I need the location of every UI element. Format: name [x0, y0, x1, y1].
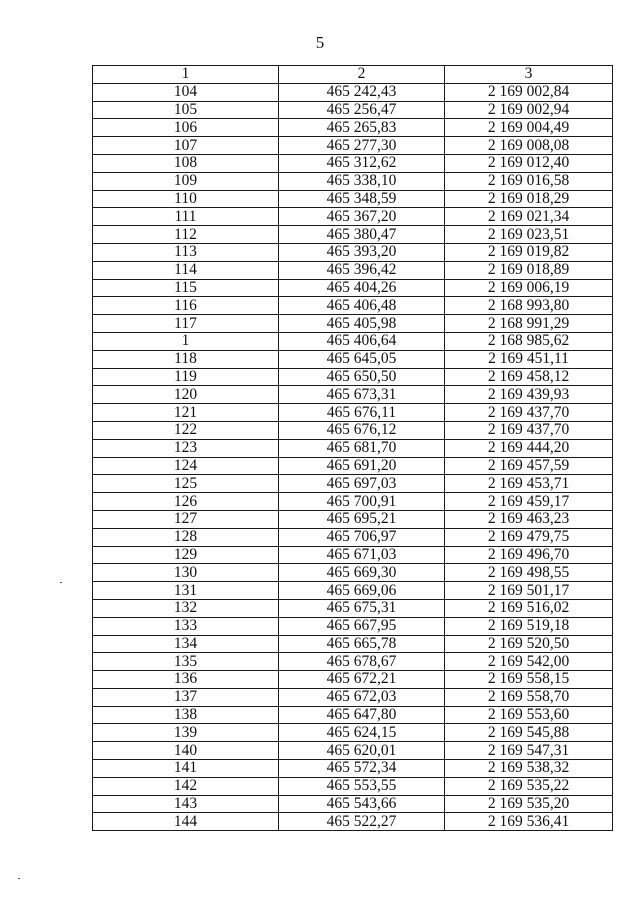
table-row: [93, 777, 613, 795]
y-coordinate-cell: 2 169 451,11: [445, 350, 613, 368]
table-row: [93, 137, 613, 155]
point-number-cell: 118: [93, 350, 279, 368]
table-row: [93, 617, 613, 635]
x-coordinate-cell: 465 543,66: [279, 795, 445, 813]
y-coordinate-cell: 2 169 535,20: [445, 795, 613, 813]
x-coordinate-cell: 465 700,91: [279, 493, 445, 511]
x-coordinate-cell: 465 393,20: [279, 243, 445, 261]
y-coordinate-cell: 2 169 496,70: [445, 546, 613, 564]
x-coordinate-cell: 465 572,34: [279, 760, 445, 778]
y-coordinate-cell: 2 169 453,71: [445, 475, 613, 493]
point-number-cell: 121: [93, 404, 279, 422]
x-coordinate-cell: 465 669,30: [279, 564, 445, 582]
point-number-cell: 144: [93, 813, 279, 831]
table-row: [93, 457, 613, 475]
x-coordinate-cell: 465 348,59: [279, 190, 445, 208]
x-coordinate-cell: 465 650,50: [279, 368, 445, 386]
point-number-cell: 122: [93, 421, 279, 439]
point-number-cell: 115: [93, 279, 279, 297]
point-number-cell: 142: [93, 777, 279, 795]
table-row: [93, 688, 613, 706]
page-number: 5: [315, 33, 325, 52]
x-coordinate-cell: 465 312,62: [279, 154, 445, 172]
point-number-cell: 104: [93, 83, 279, 101]
y-coordinate-cell: 2 169 021,34: [445, 208, 613, 226]
table-row: [93, 315, 613, 333]
x-coordinate-cell: 465 706,97: [279, 528, 445, 546]
table-row: [93, 653, 613, 671]
table-row: [93, 635, 613, 653]
x-coordinate-cell: 465 645,05: [279, 350, 445, 368]
column-header-2: 2: [279, 66, 445, 84]
scan-speck: [60, 582, 62, 583]
y-coordinate-cell: 2 169 439,93: [445, 386, 613, 404]
point-number-cell: 141: [93, 760, 279, 778]
table-row: [93, 582, 613, 600]
point-number-cell: 133: [93, 617, 279, 635]
y-coordinate-cell: 2 169 516,02: [445, 599, 613, 617]
point-number-cell: 132: [93, 599, 279, 617]
y-coordinate-cell: 2 169 498,55: [445, 564, 613, 582]
y-coordinate-cell: 2 169 004,49: [445, 119, 613, 137]
point-number-cell: 139: [93, 724, 279, 742]
table-row: [93, 154, 613, 172]
x-coordinate-cell: 465 265,83: [279, 119, 445, 137]
x-coordinate-cell: 465 647,80: [279, 706, 445, 724]
y-coordinate-cell: 2 169 535,22: [445, 777, 613, 795]
point-number-cell: 106: [93, 119, 279, 137]
point-number-cell: 140: [93, 742, 279, 760]
point-number-cell: 143: [93, 795, 279, 813]
table-row: [93, 546, 613, 564]
y-coordinate-cell: 2 169 459,17: [445, 493, 613, 511]
x-coordinate-cell: 465 669,06: [279, 582, 445, 600]
x-coordinate-cell: 465 676,12: [279, 421, 445, 439]
column-header-3: 3: [445, 66, 613, 84]
point-number-cell: 110: [93, 190, 279, 208]
point-number-cell: 129: [93, 546, 279, 564]
point-number-cell: 134: [93, 635, 279, 653]
table-row: [93, 421, 613, 439]
y-coordinate-cell: 2 169 538,32: [445, 760, 613, 778]
point-number-cell: 119: [93, 368, 279, 386]
point-number-cell: 135: [93, 653, 279, 671]
y-coordinate-cell: 2 169 016,58: [445, 172, 613, 190]
table-row: [93, 813, 613, 831]
point-number-cell: 114: [93, 261, 279, 279]
point-number-cell: 136: [93, 671, 279, 689]
table-row: [93, 261, 613, 279]
point-number-cell: 137: [93, 688, 279, 706]
point-number-cell: 105: [93, 101, 279, 119]
x-coordinate-cell: 465 673,31: [279, 386, 445, 404]
table-row: [93, 297, 613, 315]
point-number-cell: 120: [93, 386, 279, 404]
y-coordinate-cell: 2 169 444,20: [445, 439, 613, 457]
y-coordinate-cell: 2 169 012,40: [445, 154, 613, 172]
y-coordinate-cell: 2 169 437,70: [445, 404, 613, 422]
column-header-1: 1: [93, 66, 279, 84]
table-row: [93, 493, 613, 511]
x-coordinate-cell: 465 620,01: [279, 742, 445, 760]
x-coordinate-cell: 465 242,43: [279, 83, 445, 101]
x-coordinate-cell: 465 681,70: [279, 439, 445, 457]
table-row: [93, 226, 613, 244]
point-number-cell: 109: [93, 172, 279, 190]
table-row: [93, 332, 613, 350]
table-row: [93, 599, 613, 617]
table-row: [93, 564, 613, 582]
x-coordinate-cell: 465 380,47: [279, 226, 445, 244]
table-row: [93, 172, 613, 190]
table-row: [93, 724, 613, 742]
y-coordinate-cell: 2 169 558,70: [445, 688, 613, 706]
x-coordinate-cell: 465 678,67: [279, 653, 445, 671]
point-number-cell: 131: [93, 582, 279, 600]
point-number-cell: 107: [93, 137, 279, 155]
y-coordinate-cell: 2 169 002,94: [445, 101, 613, 119]
x-coordinate-cell: 465 675,31: [279, 599, 445, 617]
point-number-cell: 125: [93, 475, 279, 493]
x-coordinate-cell: 465 367,20: [279, 208, 445, 226]
y-coordinate-cell: 2 169 437,70: [445, 421, 613, 439]
x-coordinate-cell: 465 624,15: [279, 724, 445, 742]
point-number-cell: 128: [93, 528, 279, 546]
y-coordinate-cell: 2 169 006,19: [445, 279, 613, 297]
point-number-cell: 108: [93, 154, 279, 172]
coordinates-table: [92, 65, 613, 831]
y-coordinate-cell: 2 168 993,80: [445, 297, 613, 315]
point-number-cell: 130: [93, 564, 279, 582]
point-number-cell: 124: [93, 457, 279, 475]
table-row: [93, 386, 613, 404]
point-number-cell: 111: [93, 208, 279, 226]
y-coordinate-cell: 2 169 458,12: [445, 368, 613, 386]
y-coordinate-cell: 2 169 558,15: [445, 671, 613, 689]
table-header: [93, 66, 613, 84]
point-number-cell: 126: [93, 493, 279, 511]
table-row: [93, 243, 613, 261]
table-row: [93, 83, 613, 101]
table-row: [93, 706, 613, 724]
x-coordinate-cell: 465 665,78: [279, 635, 445, 653]
point-number-cell: 116: [93, 297, 279, 315]
header-row: [93, 66, 613, 84]
table-row: [93, 760, 613, 778]
y-coordinate-cell: 2 169 553,60: [445, 706, 613, 724]
y-coordinate-cell: 2 169 542,00: [445, 653, 613, 671]
x-coordinate-cell: 465 522,27: [279, 813, 445, 831]
x-coordinate-cell: 465 676,11: [279, 404, 445, 422]
y-coordinate-cell: 2 169 545,88: [445, 724, 613, 742]
table-row: [93, 475, 613, 493]
point-number-cell: 127: [93, 510, 279, 528]
x-coordinate-cell: 465 256,47: [279, 101, 445, 119]
y-coordinate-cell: 2 168 985,62: [445, 332, 613, 350]
y-coordinate-cell: 2 169 457,59: [445, 457, 613, 475]
y-coordinate-cell: 2 169 536,41: [445, 813, 613, 831]
x-coordinate-cell: 465 405,98: [279, 315, 445, 333]
table-row: [93, 190, 613, 208]
y-coordinate-cell: 2 169 520,50: [445, 635, 613, 653]
y-coordinate-cell: 2 169 008,08: [445, 137, 613, 155]
y-coordinate-cell: 2 169 519,18: [445, 617, 613, 635]
table-row: [93, 439, 613, 457]
table-row: [93, 742, 613, 760]
x-coordinate-cell: 465 406,64: [279, 332, 445, 350]
x-coordinate-cell: 465 406,48: [279, 297, 445, 315]
x-coordinate-cell: 465 277,30: [279, 137, 445, 155]
table-row: [93, 279, 613, 297]
table-body: [93, 83, 613, 830]
x-coordinate-cell: 465 695,21: [279, 510, 445, 528]
point-number-cell: 1: [93, 332, 279, 350]
table-row: [93, 671, 613, 689]
point-number-cell: 138: [93, 706, 279, 724]
x-coordinate-cell: 465 404,26: [279, 279, 445, 297]
x-coordinate-cell: 465 691,20: [279, 457, 445, 475]
y-coordinate-cell: 2 169 018,29: [445, 190, 613, 208]
table-row: [93, 208, 613, 226]
x-coordinate-cell: 465 697,03: [279, 475, 445, 493]
y-coordinate-cell: 2 169 019,82: [445, 243, 613, 261]
table-row: [93, 119, 613, 137]
table-row: [93, 795, 613, 813]
x-coordinate-cell: 465 672,21: [279, 671, 445, 689]
point-number-cell: 117: [93, 315, 279, 333]
table-row: [93, 404, 613, 422]
y-coordinate-cell: 2 169 501,17: [445, 582, 613, 600]
y-coordinate-cell: 2 169 547,31: [445, 742, 613, 760]
x-coordinate-cell: 465 553,55: [279, 777, 445, 795]
y-coordinate-cell: 2 169 018,89: [445, 261, 613, 279]
x-coordinate-cell: 465 671,03: [279, 546, 445, 564]
point-number-cell: 123: [93, 439, 279, 457]
table-row: [93, 350, 613, 368]
y-coordinate-cell: 2 169 002,84: [445, 83, 613, 101]
x-coordinate-cell: 465 396,42: [279, 261, 445, 279]
point-number-cell: 113: [93, 243, 279, 261]
table-row: [93, 368, 613, 386]
y-coordinate-cell: 2 169 463,23: [445, 510, 613, 528]
x-coordinate-cell: 465 672,03: [279, 688, 445, 706]
scan-speck: [18, 878, 20, 879]
table-row: [93, 510, 613, 528]
y-coordinate-cell: 2 169 479,75: [445, 528, 613, 546]
point-number-cell: 112: [93, 226, 279, 244]
y-coordinate-cell: 2 168 991,29: [445, 315, 613, 333]
y-coordinate-cell: 2 169 023,51: [445, 226, 613, 244]
table-row: [93, 528, 613, 546]
x-coordinate-cell: 465 338,10: [279, 172, 445, 190]
x-coordinate-cell: 465 667,95: [279, 617, 445, 635]
table-row: [93, 101, 613, 119]
